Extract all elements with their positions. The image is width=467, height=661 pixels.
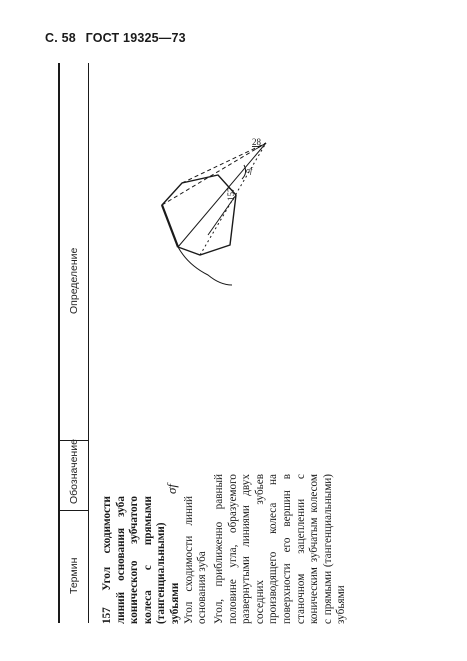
page-reference: С. 58	[45, 31, 76, 45]
tooth-outline	[162, 175, 236, 255]
apex-line-3	[178, 143, 266, 247]
term-synonym: Угол сходимости линий основания зуба	[182, 496, 209, 624]
apex-line-2	[182, 143, 266, 183]
term-title: Угол сходимости линий основания зуба конического зубчатого колеса с прямыми (тангенциальными) зубьями	[101, 496, 181, 624]
column-header-term: Термин	[68, 557, 80, 594]
column-header-symbol: Обозначение	[68, 439, 80, 504]
figure-sigma-label: σf	[246, 166, 253, 175]
definition-cell: Угол, приближенно равный половине угла, образуемого развернутыми линиями двух соседних зубьев производящего колеса на поверхности его вершин в станочном зацеплении с коническим зубчатым колесом с прямыми (тангенциальными) зубьями	[213, 474, 348, 624]
column-header-definition: Определение	[68, 247, 80, 314]
tooth-inner-edge	[162, 205, 178, 247]
page-header	[45, 31, 192, 45]
symbol-cell: σf	[164, 483, 179, 494]
term-cell	[101, 496, 210, 624]
figure-label-28: 28	[252, 137, 261, 147]
standard-number: ГОСТ 19325—73	[85, 31, 186, 45]
term-number: 157	[101, 607, 113, 624]
figure-label-157: 157	[226, 187, 236, 201]
bevel-gear-tooth-drawing	[148, 135, 268, 295]
